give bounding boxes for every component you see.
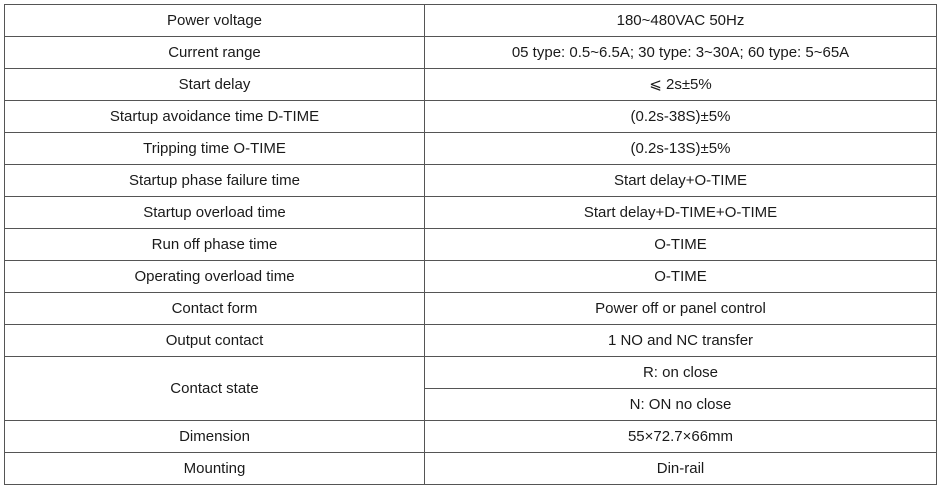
- spec-label-operating-overload-time: Operating overload time: [5, 261, 425, 293]
- table-row: [5, 5, 937, 37]
- spec-value-startup-phase-failure-time: Start delay+O-TIME: [425, 165, 937, 197]
- table-row: [5, 229, 937, 261]
- table-row: [5, 261, 937, 293]
- spec-label-run-off-phase-time: Run off phase time: [5, 229, 425, 261]
- table-row: [5, 101, 937, 133]
- spec-value-start-delay: ⩽ 2s±5%: [425, 69, 937, 101]
- spec-value-contact-state-r: R: on close: [425, 357, 937, 389]
- spec-value-power-voltage: 180~480VAC 50Hz: [425, 5, 937, 37]
- spec-label-tripping-time: Tripping time O-TIME: [5, 133, 425, 165]
- spec-label-startup-avoidance-time: Startup avoidance time D-TIME: [5, 101, 425, 133]
- table-row: [5, 37, 937, 69]
- spec-label-output-contact: Output contact: [5, 325, 425, 357]
- spec-value-contact-form: Power off or panel control: [425, 293, 937, 325]
- spec-label-startup-overload-time: Startup overload time: [5, 197, 425, 229]
- table-row: [5, 293, 937, 325]
- spec-label-mounting: Mounting: [5, 453, 425, 485]
- spec-value-operating-overload-time: O-TIME: [425, 261, 937, 293]
- spec-value-output-contact: 1 NO and NC transfer: [425, 325, 937, 357]
- spec-label-contact-form: Contact form: [5, 293, 425, 325]
- spec-value-mounting: Din-rail: [425, 453, 937, 485]
- specification-table: [4, 4, 937, 485]
- spec-value-startup-overload-time: Start delay+D-TIME+O-TIME: [425, 197, 937, 229]
- table-row: [5, 421, 937, 453]
- spec-value-contact-state-n: N: ON no close: [425, 389, 937, 421]
- spec-value-current-range: 05 type: 0.5~6.5A; 30 type: 3~30A; 60 type: 5~65A: [425, 37, 937, 69]
- spec-value-startup-avoidance-time: (0.2s-38S)±5%: [425, 101, 937, 133]
- spec-value-tripping-time: (0.2s-13S)±5%: [425, 133, 937, 165]
- spec-label-contact-state: Contact state: [5, 357, 425, 421]
- spec-value-run-off-phase-time: O-TIME: [425, 229, 937, 261]
- spec-label-start-delay: Start delay: [5, 69, 425, 101]
- spec-value-dimension: 55×72.7×66mm: [425, 421, 937, 453]
- spec-label-dimension: Dimension: [5, 421, 425, 453]
- table-row: [5, 165, 937, 197]
- spec-label-current-range: Current range: [5, 37, 425, 69]
- table-row: [5, 325, 937, 357]
- table-row: [5, 453, 937, 485]
- spec-label-startup-phase-failure-time: Startup phase failure time: [5, 165, 425, 197]
- table-row: [5, 197, 937, 229]
- table-row: [5, 357, 937, 389]
- table-row: [5, 133, 937, 165]
- table-row: [5, 69, 937, 101]
- spec-label-power-voltage: Power voltage: [5, 5, 425, 37]
